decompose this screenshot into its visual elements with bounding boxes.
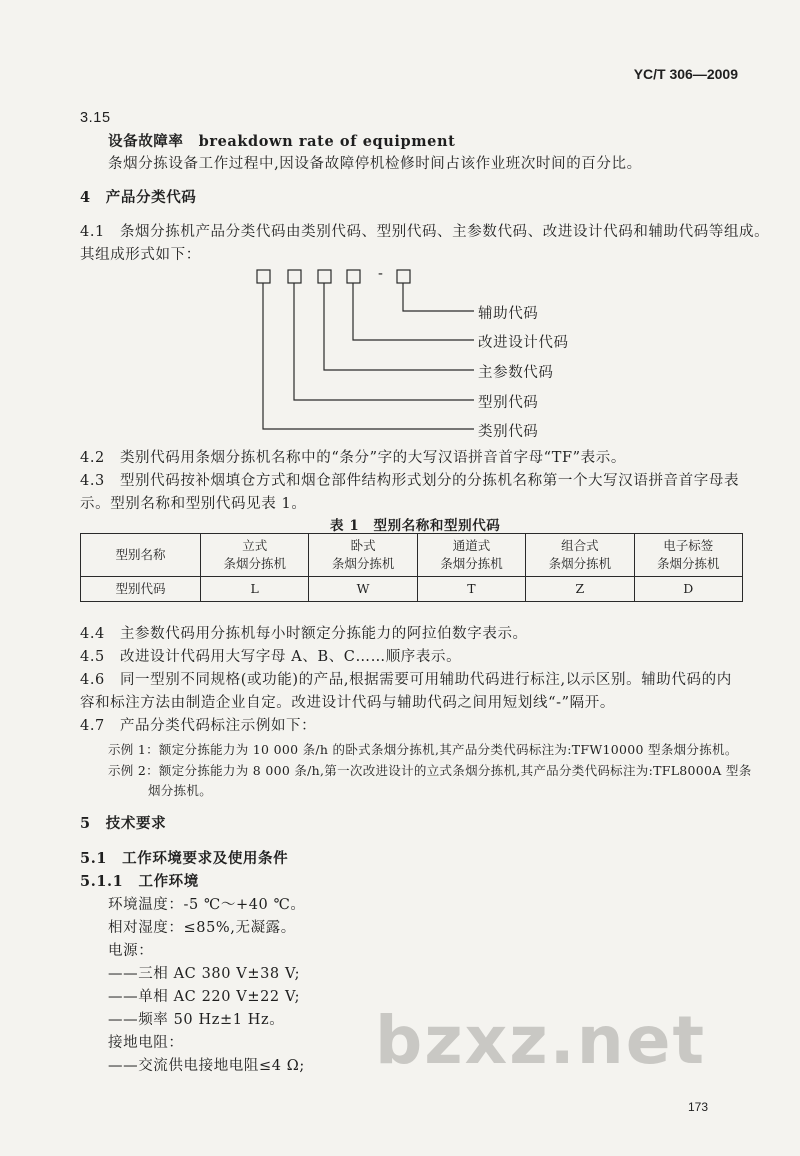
- table-cell: 组合式 条烟分拣机: [526, 534, 634, 577]
- power-three-phase: ——三相 AC 380 V±38 V;: [108, 966, 301, 982]
- clause-4-6-line1: 4.6 同一型别不同规格(或功能)的产品,根据需要可用辅助代码进行标注,以示区别。辅助代码的内: [80, 672, 732, 688]
- code-box-improvement: [347, 270, 360, 283]
- table-cell: Z: [526, 577, 634, 602]
- standard-number: YC/T 306—2009: [633, 66, 738, 82]
- example-1: 示例 1：额定分拣能力为 10 000 条/h 的卧式条烟分拣机,其产品分类代码标注为:TFW10000 型条烟分拣机。: [108, 742, 738, 757]
- clause-4-3-line1: 4.3 型别代码按补烟填仓方式和烟仓部件结构形式划分的分拣机名称第一个大写汉语拼音首字母表: [80, 473, 740, 489]
- table-cell: W: [309, 577, 417, 602]
- table-cell: 通道式 条烟分拣机: [417, 534, 525, 577]
- leader-main-param: [324, 283, 474, 370]
- code-box-category: [257, 270, 270, 283]
- table-row-head: 型别名称: [81, 534, 201, 577]
- example-2-line2: 烟分拣机。: [148, 783, 213, 798]
- clause-4-2: 4.2 类别代码用条烟分拣机名称中的“条分”字的大写汉语拼音首字母“TF”表示。: [80, 450, 626, 466]
- clause-3-15-term: 设备故障率 breakdown rate of equipment: [108, 133, 456, 150]
- leader-auxiliary: [403, 283, 474, 311]
- code-box-auxiliary: [397, 270, 410, 283]
- label-type-code: 型别代码: [478, 395, 539, 411]
- clause-4-7: 4.7 产品分类代码标注示例如下：: [80, 718, 317, 734]
- clause-4-4: 4.4 主参数代码用分拣机每小时额定分拣能力的阿拉伯数字表示。: [80, 626, 528, 642]
- label-auxiliary-code: 辅助代码: [478, 306, 539, 322]
- clause-4-5: 4.5 改进设计代码用大写字母 A、B、C……顺序表示。: [80, 649, 462, 665]
- table-cell: 电子标签 条烟分拣机: [634, 534, 742, 577]
- power-frequency: ——频率 50 Hz±1 Hz。: [108, 1012, 285, 1028]
- clause-3-15-definition: 条烟分拣设备工作过程中,因设备故障停机检修时间占该作业班次时间的百分比。: [108, 156, 642, 172]
- section-5-heading: 5 技术要求: [80, 815, 167, 832]
- ambient-temperature: 环境温度：-5 ℃～+40 ℃。: [108, 897, 306, 913]
- grounding-resistance-label: 接地电阻：: [108, 1035, 184, 1051]
- table-row-head: 型别代码: [81, 577, 201, 602]
- example-2-line1: 示例 2：额定分拣能力为 8 000 条/h,第一次改进设计的立式条烟分拣机,其产品分类代码标注为:TFL8000A 型条: [108, 763, 752, 778]
- section-4-heading: 4 产品分类代码: [80, 189, 197, 206]
- table-row: [81, 534, 743, 577]
- power-supply-label: 电源：: [108, 943, 154, 959]
- watermark: bzxz.net: [375, 1002, 707, 1079]
- table-cell: T: [417, 577, 525, 602]
- label-category-code: 类别代码: [478, 424, 539, 440]
- clause-4-1-line1: 4.1 条烟分拣机产品分类代码由类别代码、型别代码、主参数代码、改进设计代码和辅助代码等组成。: [80, 224, 770, 240]
- clause-4-6-line2: 容和标注方法由制造企业自定。改进设计代码与辅助代码之间用短划线“-”隔开。: [80, 695, 615, 711]
- clause-3-15-number: 3.15: [80, 110, 111, 126]
- table-1: [80, 533, 743, 602]
- label-main-param-code: 主参数代码: [478, 365, 554, 381]
- relative-humidity: 相对湿度：≤85%,无凝露。: [108, 920, 296, 936]
- code-dash: -: [378, 266, 384, 282]
- page-number: 173: [688, 1100, 709, 1114]
- clause-5-1-1: 5.1.1 工作环境: [80, 873, 199, 890]
- table-cell: 立式 条烟分拣机: [201, 534, 309, 577]
- table-cell: D: [634, 577, 742, 602]
- power-single-phase: ——单相 AC 220 V±22 V;: [108, 989, 301, 1005]
- clause-5-1: 5.1 工作环境要求及使用条件: [80, 850, 289, 867]
- table-1-caption: 表 1 型别名称和型别代码: [330, 518, 501, 534]
- leader-type: [294, 283, 474, 400]
- table-cell: L: [201, 577, 309, 602]
- leader-category: [263, 283, 474, 429]
- clause-4-1-line2: 其组成形式如下：: [80, 247, 201, 263]
- code-box-type: [288, 270, 301, 283]
- clause-4-3-line2: 示。型别名称和型别代码见表 1。: [80, 496, 307, 512]
- grounding-resistance-ac: ——交流供电接地电阻≤4 Ω;: [108, 1058, 305, 1074]
- table-row: [81, 577, 743, 602]
- table-cell: 卧式 条烟分拣机: [309, 534, 417, 577]
- code-box-main-param: [318, 270, 331, 283]
- label-improvement-code: 改进设计代码: [478, 335, 569, 351]
